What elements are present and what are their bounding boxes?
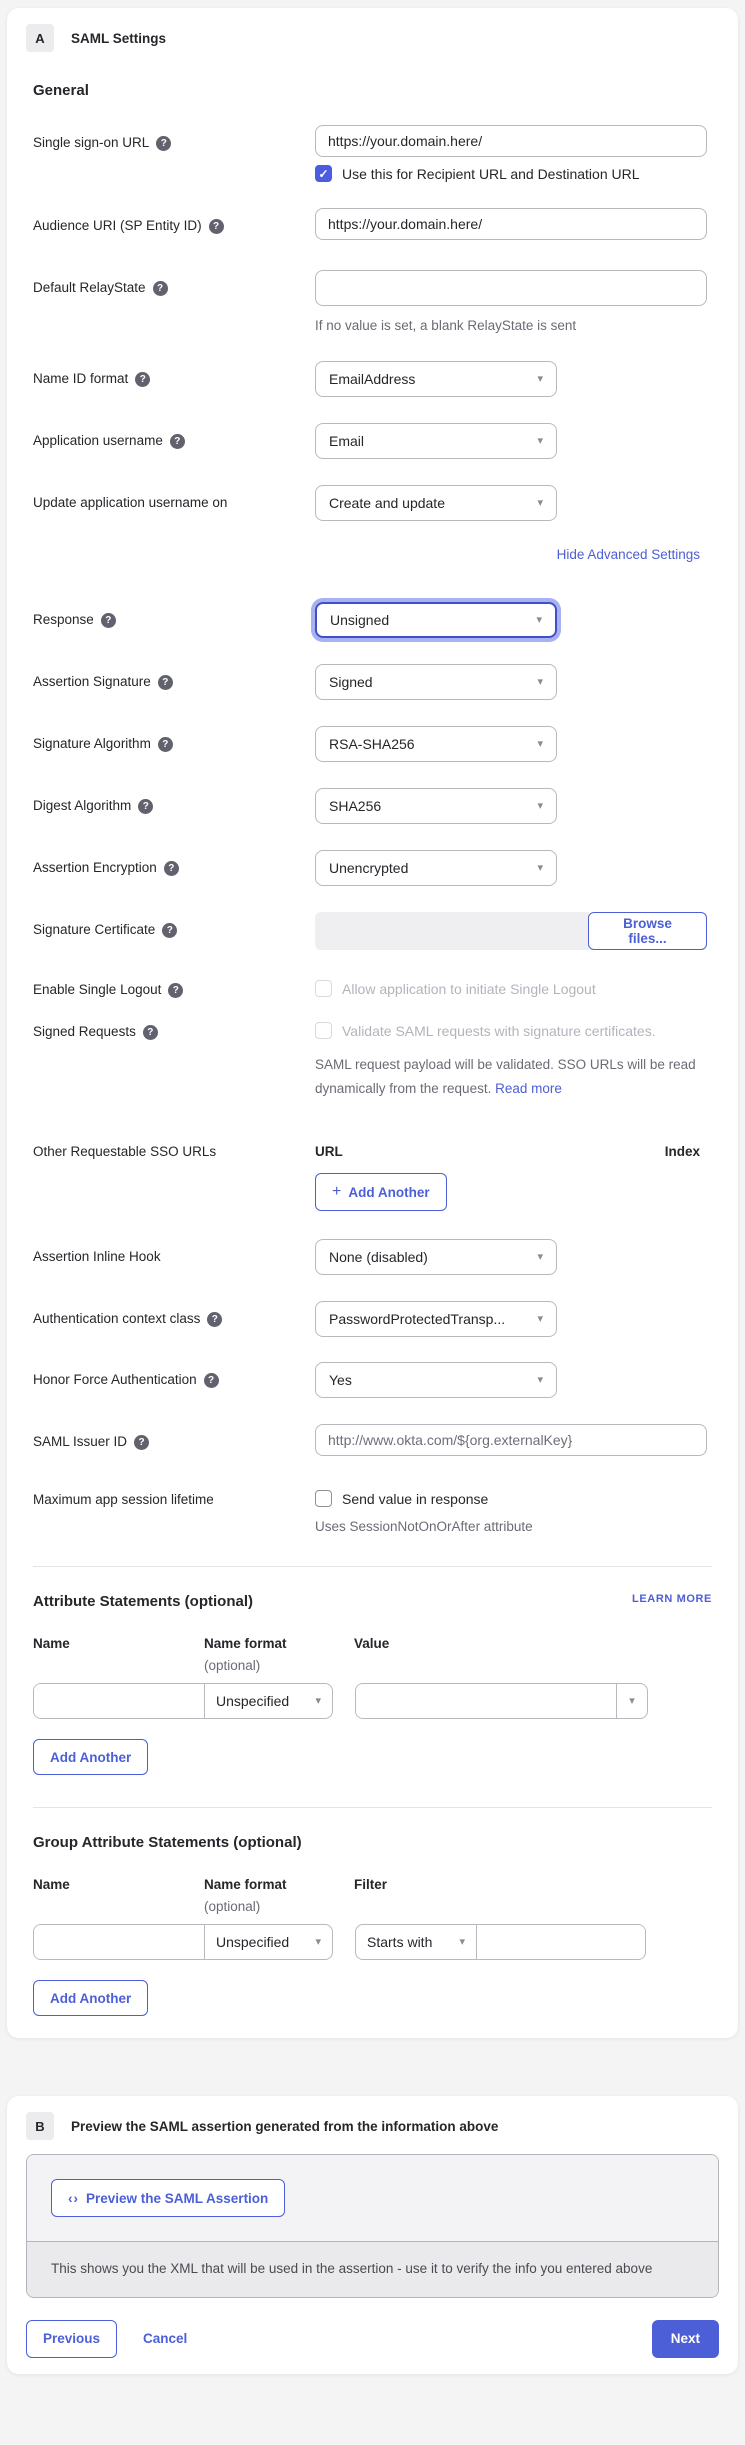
section-a-badge: A <box>26 24 54 52</box>
assertion-signature-label: Assertion Signature ? <box>33 664 315 700</box>
assertion-encryption-label: Assertion Encryption ? <box>33 850 315 886</box>
attribute-statements-heading: Attribute Statements (optional) <box>33 1593 253 1611</box>
app-username-label: Application username ? <box>33 423 315 459</box>
help-icon[interactable]: ? <box>143 1025 158 1040</box>
attribute-name-format-group <box>33 1683 333 1719</box>
index-column-header: Index <box>664 1144 700 1160</box>
relay-state-input[interactable] <box>315 270 707 306</box>
honor-force-auth-select[interactable]: Yes ▾ <box>315 1362 557 1398</box>
honor-force-auth-label: Honor Force Authentication ? <box>33 1362 315 1398</box>
code-icon: ‹› <box>68 2190 79 2206</box>
digest-algorithm-select[interactable]: SHA256 ▾ <box>315 788 557 824</box>
app-username-select[interactable]: Email ▾ <box>315 423 557 459</box>
group-attribute-columns <box>33 1877 719 1914</box>
chevron-down-icon: ▾ <box>537 1373 543 1386</box>
chevron-down-icon: ▾ <box>537 496 543 509</box>
signature-certificate-row <box>33 912 719 950</box>
assertion-inline-hook-select[interactable]: None (disabled) ▾ <box>315 1239 557 1275</box>
attribute-value-combo <box>355 1683 648 1719</box>
saml-issuer-id-label: SAML Issuer ID ? <box>33 1424 315 1456</box>
chevron-down-icon: ▾ <box>629 1694 635 1707</box>
group-filter-select[interactable]: Starts with ▾ <box>356 1925 477 1959</box>
response-select[interactable]: Unsigned ▾ <box>315 602 557 638</box>
response-row <box>33 602 719 638</box>
assertion-inline-hook-row <box>33 1239 719 1275</box>
help-icon[interactable]: ? <box>156 136 171 151</box>
enable-single-logout-row <box>33 980 719 998</box>
read-more-link[interactable]: Read more <box>495 1080 562 1096</box>
checkbox-checked-icon[interactable]: ✓ <box>315 165 332 182</box>
saml-issuer-id-input[interactable] <box>315 1424 707 1456</box>
browse-files-button[interactable]: Browse files... <box>588 912 707 950</box>
audience-uri-input[interactable] <box>315 208 707 240</box>
chevron-down-icon: ▾ <box>537 1250 543 1263</box>
help-icon[interactable]: ? <box>209 219 224 234</box>
group-name-input[interactable] <box>34 1925 204 1959</box>
checkbox-unchecked-icon <box>315 980 332 997</box>
help-icon[interactable]: ? <box>207 1312 222 1327</box>
chevron-down-icon: ▾ <box>536 613 542 626</box>
attribute-name-format-select[interactable]: Unspecified ▾ <box>204 1684 332 1718</box>
chevron-down-icon: ▾ <box>537 372 543 385</box>
help-icon[interactable]: ? <box>164 861 179 876</box>
section-b-title: Preview the SAML assertion generated from the information above <box>71 2118 499 2134</box>
wizard-footer <box>26 2320 719 2358</box>
honor-force-auth-row <box>33 1362 719 1398</box>
group-filter-group <box>355 1924 646 1960</box>
assertion-encryption-select[interactable]: Unencrypted ▾ <box>315 850 557 886</box>
section-b-badge: B <box>26 2112 54 2140</box>
signed-requests-checkbox-row: Validate SAML requests with signature certificates. <box>315 1022 719 1039</box>
help-icon[interactable]: ? <box>134 1435 149 1450</box>
attribute-value-input[interactable] <box>356 1684 616 1718</box>
name-column-header: Name <box>33 1877 70 1893</box>
max-session-hint: Uses SessionNotOnOrAfter attribute <box>315 1519 533 1535</box>
chevron-down-icon: ▾ <box>315 1694 321 1707</box>
preview-panel-top <box>27 2155 718 2241</box>
checkbox-unchecked-icon <box>315 1022 332 1039</box>
signature-algorithm-row <box>33 726 719 762</box>
name-id-format-select[interactable]: EmailAddress ▾ <box>315 361 557 397</box>
value-column-header: Value <box>354 1636 390 1652</box>
name-id-format-label: Name ID format ? <box>33 361 315 397</box>
name-format-column-header: Name format (optional) <box>204 1636 287 1674</box>
name-id-format-row <box>33 361 719 397</box>
learn-more-link[interactable]: LEARN MORE <box>632 1593 712 1606</box>
sso-url-label: Single sign-on URL ? <box>33 125 315 182</box>
other-sso-urls-label: Other Requestable SSO URLs <box>33 1144 217 1160</box>
group-attribute-statements-heading: Group Attribute Statements (optional) <box>33 1834 302 1852</box>
attribute-name-input[interactable] <box>34 1684 204 1718</box>
checkbox-unchecked-icon[interactable] <box>315 1490 332 1507</box>
help-icon[interactable]: ? <box>170 434 185 449</box>
name-format-column-header: Name format (optional) <box>204 1877 287 1915</box>
auth-context-class-label: Authentication context class ? <box>33 1301 315 1337</box>
assertion-signature-row <box>33 664 719 700</box>
help-icon[interactable]: ? <box>168 983 183 998</box>
help-icon[interactable]: ? <box>101 613 116 628</box>
group-filter-input[interactable] <box>477 1925 645 1959</box>
chevron-down-icon: ▾ <box>537 861 543 874</box>
chevron-down-icon: ▾ <box>537 434 543 447</box>
general-heading: General <box>33 82 89 99</box>
auth-context-class-select[interactable]: PasswordProtectedTransp... ▾ <box>315 1301 557 1337</box>
update-app-username-select[interactable]: Create and update ▾ <box>315 485 557 521</box>
assertion-encryption-row <box>33 850 719 886</box>
signature-algorithm-select[interactable]: RSA-SHA256 ▾ <box>315 726 557 762</box>
attribute-value-dropdown-toggle[interactable] <box>616 1684 647 1718</box>
filter-column-header: Filter <box>354 1877 388 1893</box>
signed-requests-row <box>33 1022 719 1100</box>
certificate-upload <box>315 912 707 950</box>
other-sso-urls-row <box>33 1134 719 1211</box>
group-attribute-row <box>33 1924 719 1960</box>
preview-saml-assertion-button[interactable]: ‹› Preview the SAML Assertion <box>51 2179 285 2217</box>
relay-state-label: Default RelayState ? <box>33 270 315 333</box>
section-a-header <box>26 24 719 52</box>
assertion-signature-select[interactable]: Signed ▾ <box>315 664 557 700</box>
section-a-title: SAML Settings <box>71 30 167 46</box>
single-logout-checkbox-row: Allow application to initiate Single Logout <box>315 980 719 997</box>
help-icon[interactable]: ? <box>158 737 173 752</box>
help-icon[interactable]: ? <box>162 923 177 938</box>
add-group-attribute-button[interactable]: Add Another <box>33 1980 148 2016</box>
relay-state-row <box>33 270 719 333</box>
attribute-statements-columns <box>33 1636 719 1673</box>
app-username-row <box>33 423 719 459</box>
chevron-down-icon: ▾ <box>537 737 543 750</box>
plus-icon: + <box>332 1183 342 1201</box>
hide-advanced-settings-link[interactable]: Hide Advanced Settings <box>556 547 700 562</box>
audience-uri-row <box>33 208 719 240</box>
name-column-header: Name <box>33 1636 70 1652</box>
saml-settings-card <box>7 8 738 2038</box>
add-attribute-button[interactable]: Add Another <box>33 1739 148 1775</box>
chevron-down-icon: ▾ <box>537 1312 543 1325</box>
sso-urls-table-header <box>315 1134 700 1159</box>
section-divider <box>33 1566 712 1567</box>
previous-button[interactable]: Previous <box>26 2320 117 2358</box>
attribute-statement-row <box>33 1683 719 1719</box>
recipient-url-checkbox-row[interactable]: ✓ Use this for Recipient URL and Destination URL <box>315 157 719 182</box>
certificate-dropzone[interactable] <box>315 912 589 950</box>
cancel-link[interactable]: Cancel <box>143 2331 188 2347</box>
help-icon[interactable]: ? <box>153 281 168 296</box>
audience-uri-label: Audience URI (SP Entity ID) ? <box>33 208 315 240</box>
send-value-checkbox-row[interactable]: Send value in response <box>315 1490 719 1507</box>
update-app-username-row <box>33 485 719 521</box>
signature-certificate-label: Signature Certificate ? <box>33 912 315 950</box>
signed-requests-description: SAML request payload will be validated. SSO URLs will be read dynamically from the request. Read more <box>315 1057 696 1096</box>
preview-description: This shows you the XML that will be used in the assertion - use it to verify the info you entered above <box>27 2241 718 2296</box>
chevron-down-icon: ▾ <box>537 675 543 688</box>
preview-panel <box>26 2154 719 2297</box>
chevron-down-icon: ▾ <box>537 799 543 812</box>
update-app-username-label: Update application username on <box>33 495 228 510</box>
chevron-down-icon: ▾ <box>459 1935 465 1948</box>
digest-algorithm-label: Digest Algorithm ? <box>33 788 315 824</box>
preview-card <box>7 2096 738 2373</box>
max-session-label: Maximum app session lifetime <box>33 1492 214 1508</box>
response-label: Response ? <box>33 602 315 638</box>
help-icon[interactable]: ? <box>135 372 150 387</box>
help-icon[interactable]: ? <box>204 1373 219 1388</box>
signed-requests-label: Signed Requests ? <box>33 1022 315 1100</box>
enable-single-logout-label: Enable Single Logout ? <box>33 980 315 998</box>
sso-url-input[interactable] <box>315 125 707 157</box>
section-divider <box>33 1807 712 1808</box>
add-sso-url-button[interactable]: + Add Another <box>315 1173 447 1211</box>
group-name-format-select[interactable]: Unspecified ▾ <box>204 1925 332 1959</box>
chevron-down-icon: ▾ <box>315 1935 321 1948</box>
sso-url-row <box>33 125 719 182</box>
digest-algorithm-row <box>33 788 719 824</box>
saml-issuer-id-row <box>33 1424 719 1456</box>
group-name-format-group <box>33 1924 333 1960</box>
auth-context-class-row <box>33 1301 719 1337</box>
max-session-row <box>33 1490 719 1534</box>
url-column-header: URL <box>315 1144 343 1160</box>
assertion-inline-hook-label: Assertion Inline Hook <box>33 1249 161 1265</box>
relay-state-hint: If no value is set, a blank RelayState is sent <box>315 318 577 333</box>
next-button[interactable]: Next <box>652 2320 719 2358</box>
help-icon[interactable]: ? <box>158 675 173 690</box>
help-icon[interactable]: ? <box>138 799 153 814</box>
section-b-header <box>26 2112 719 2140</box>
signature-algorithm-label: Signature Algorithm ? <box>33 726 315 762</box>
